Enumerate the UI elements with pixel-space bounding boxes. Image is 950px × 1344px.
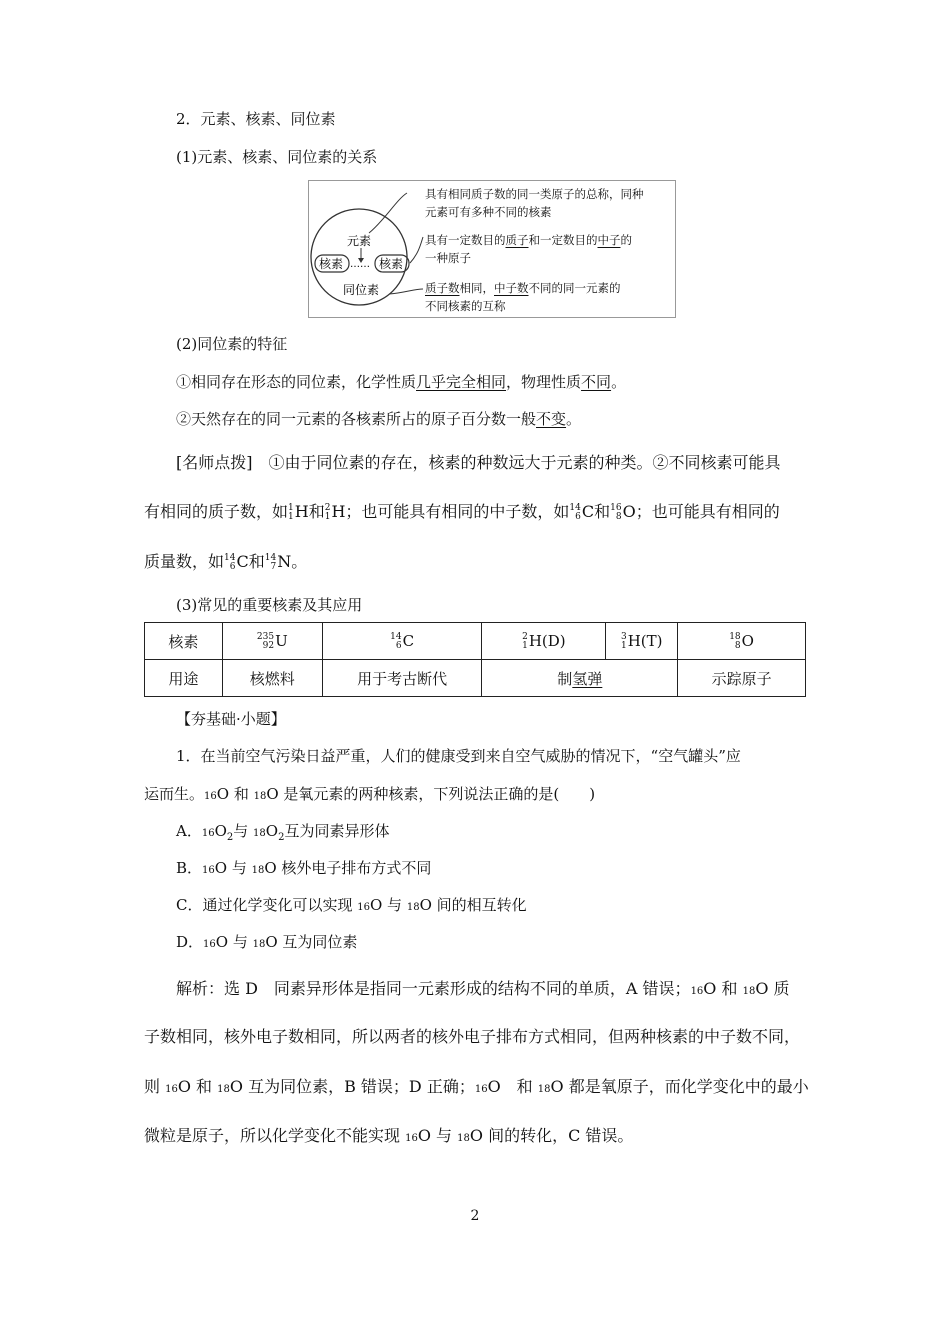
isotope-c14-b: 14 6 C (224, 552, 249, 572)
isotope-h2: 2 1 H (324, 502, 346, 522)
desc2-line1: 具有一定数目的质子和一定数目的中子的 (425, 233, 632, 247)
option-c[interactable]: C．通过化学变化可以实现 16O 与 18O 间的相互转化 (176, 896, 527, 914)
isotope-o16: 16 8 O (610, 502, 636, 522)
table-cell: 制氢弹 (482, 660, 678, 697)
desc3-line1: 质子数相同，中子数不同的同一元素的 (425, 281, 621, 295)
page-number: 2 (470, 1208, 480, 1224)
question-line-1: 1．在当前空气污染日益严重，人们的健康受到来自空气威胁的情况下，“空气罐头”应 (176, 747, 741, 765)
table-cell: 2 1 H(D) (482, 623, 606, 660)
tip-line-2: 有相同的质子数，如 1 1 H和 2 1 H；也可能具有相同的中子数，如 14 6 C和 16 8 O；也可能具有相同的 (144, 502, 780, 522)
subsection-2-title: (2)同位素的特征 (176, 335, 288, 353)
isotope-h1: 1 1 H (288, 502, 309, 522)
label-nuclide-left: 核素 (319, 257, 344, 271)
label-element: 元素 (347, 234, 372, 248)
answer-line-1: 解析：选 D 同素异形体是指同一元素形成的结构不同的单质，A 错误；16O 和 18O 质 (176, 979, 790, 998)
label-isotope: 同位素 (343, 283, 380, 297)
table-cell: 235 92 U (222, 623, 322, 660)
option-a[interactable]: A．$16O_2$与 $18O_2$互为同素异形体 (176, 822, 390, 843)
isotope-c14: 14 6 C (569, 502, 595, 522)
table-cell: 用途 (145, 660, 223, 697)
table-cell: 核燃料 (222, 660, 322, 697)
section-title: 2．元素、核素、同位素 (176, 110, 336, 128)
practice-title: 【夯基础·小题】 (176, 710, 286, 728)
answer-line-2: 子数相同，核外电子数相同，所以两者的核外电子排布方式相同，但两种核素的中子数不同， (144, 1027, 801, 1046)
table-cell: 核素 (145, 623, 223, 660)
desc2-line2: 一种原子 (425, 251, 471, 265)
feature-1: ①相同存在形态的同位素，化学性质几乎完全相同，物理性质不同。 (176, 373, 627, 391)
label-dots: …… (350, 259, 370, 270)
table-row (145, 623, 806, 660)
pointer-1 (369, 193, 407, 233)
option-b[interactable]: B．16O 与 18O 核外电子排布方式不同 (176, 859, 432, 877)
subsection-1-title: (1)元素、核素、同位素的关系 (176, 148, 378, 166)
nuclide-table (144, 622, 806, 697)
table-cell: 用于考古断代 (322, 660, 482, 697)
pointer-2 (410, 237, 423, 263)
tip-line-3: 质量数，如 14 6 C和 14 7 N。 (144, 552, 308, 572)
diagram-desc-1 (425, 185, 644, 221)
desc1-line1: 具有相同质子数的同一类原子的总称，同种 (425, 187, 644, 201)
answer-line-3: 则 16O 和 18O 互为同位素，B 错误；D 正确；16O 和 18O 都是氧原子，而化学变化中的最小 (144, 1077, 809, 1096)
isotope-n14: 14 7 N (264, 552, 292, 572)
table-row (145, 660, 806, 697)
diagram-desc-3 (425, 279, 621, 315)
table-cell: 18 8 O (678, 623, 806, 660)
option-d[interactable]: D．16O 与 18O 互为同位素 (176, 933, 358, 951)
subsection-3-title: (3)常见的重要核素及其应用 (176, 596, 363, 614)
desc3-line2: 不同核素的互称 (425, 299, 506, 313)
table-cell: 3 1 H(T) (606, 623, 678, 660)
table-cell: 示踪原子 (678, 660, 806, 697)
tip-line-1: [名师点拨] ①由于同位素的存在，核素的种数远大于元素的种类。②不同核素可能具 (176, 453, 781, 472)
question-line-2: 运而生。16O 和 18O 是氧元素的两种核素，下列说法正确的是( ) (144, 785, 596, 803)
answer-line-4: 微粒是原子，所以化学变化不能实现 16O 与 18O 间的转化，C 错误。 (144, 1126, 634, 1145)
desc1-line2: 元素可有多种不同的核素 (425, 205, 552, 219)
relationship-diagram (308, 180, 676, 318)
table-cell: 14 6 C (322, 623, 482, 660)
diagram-desc-2 (425, 231, 632, 267)
feature-2: ②天然存在的同一元素的各核素所占的原子百分数一般不变。 (176, 410, 582, 428)
label-nuclide-right: 核素 (379, 257, 404, 271)
